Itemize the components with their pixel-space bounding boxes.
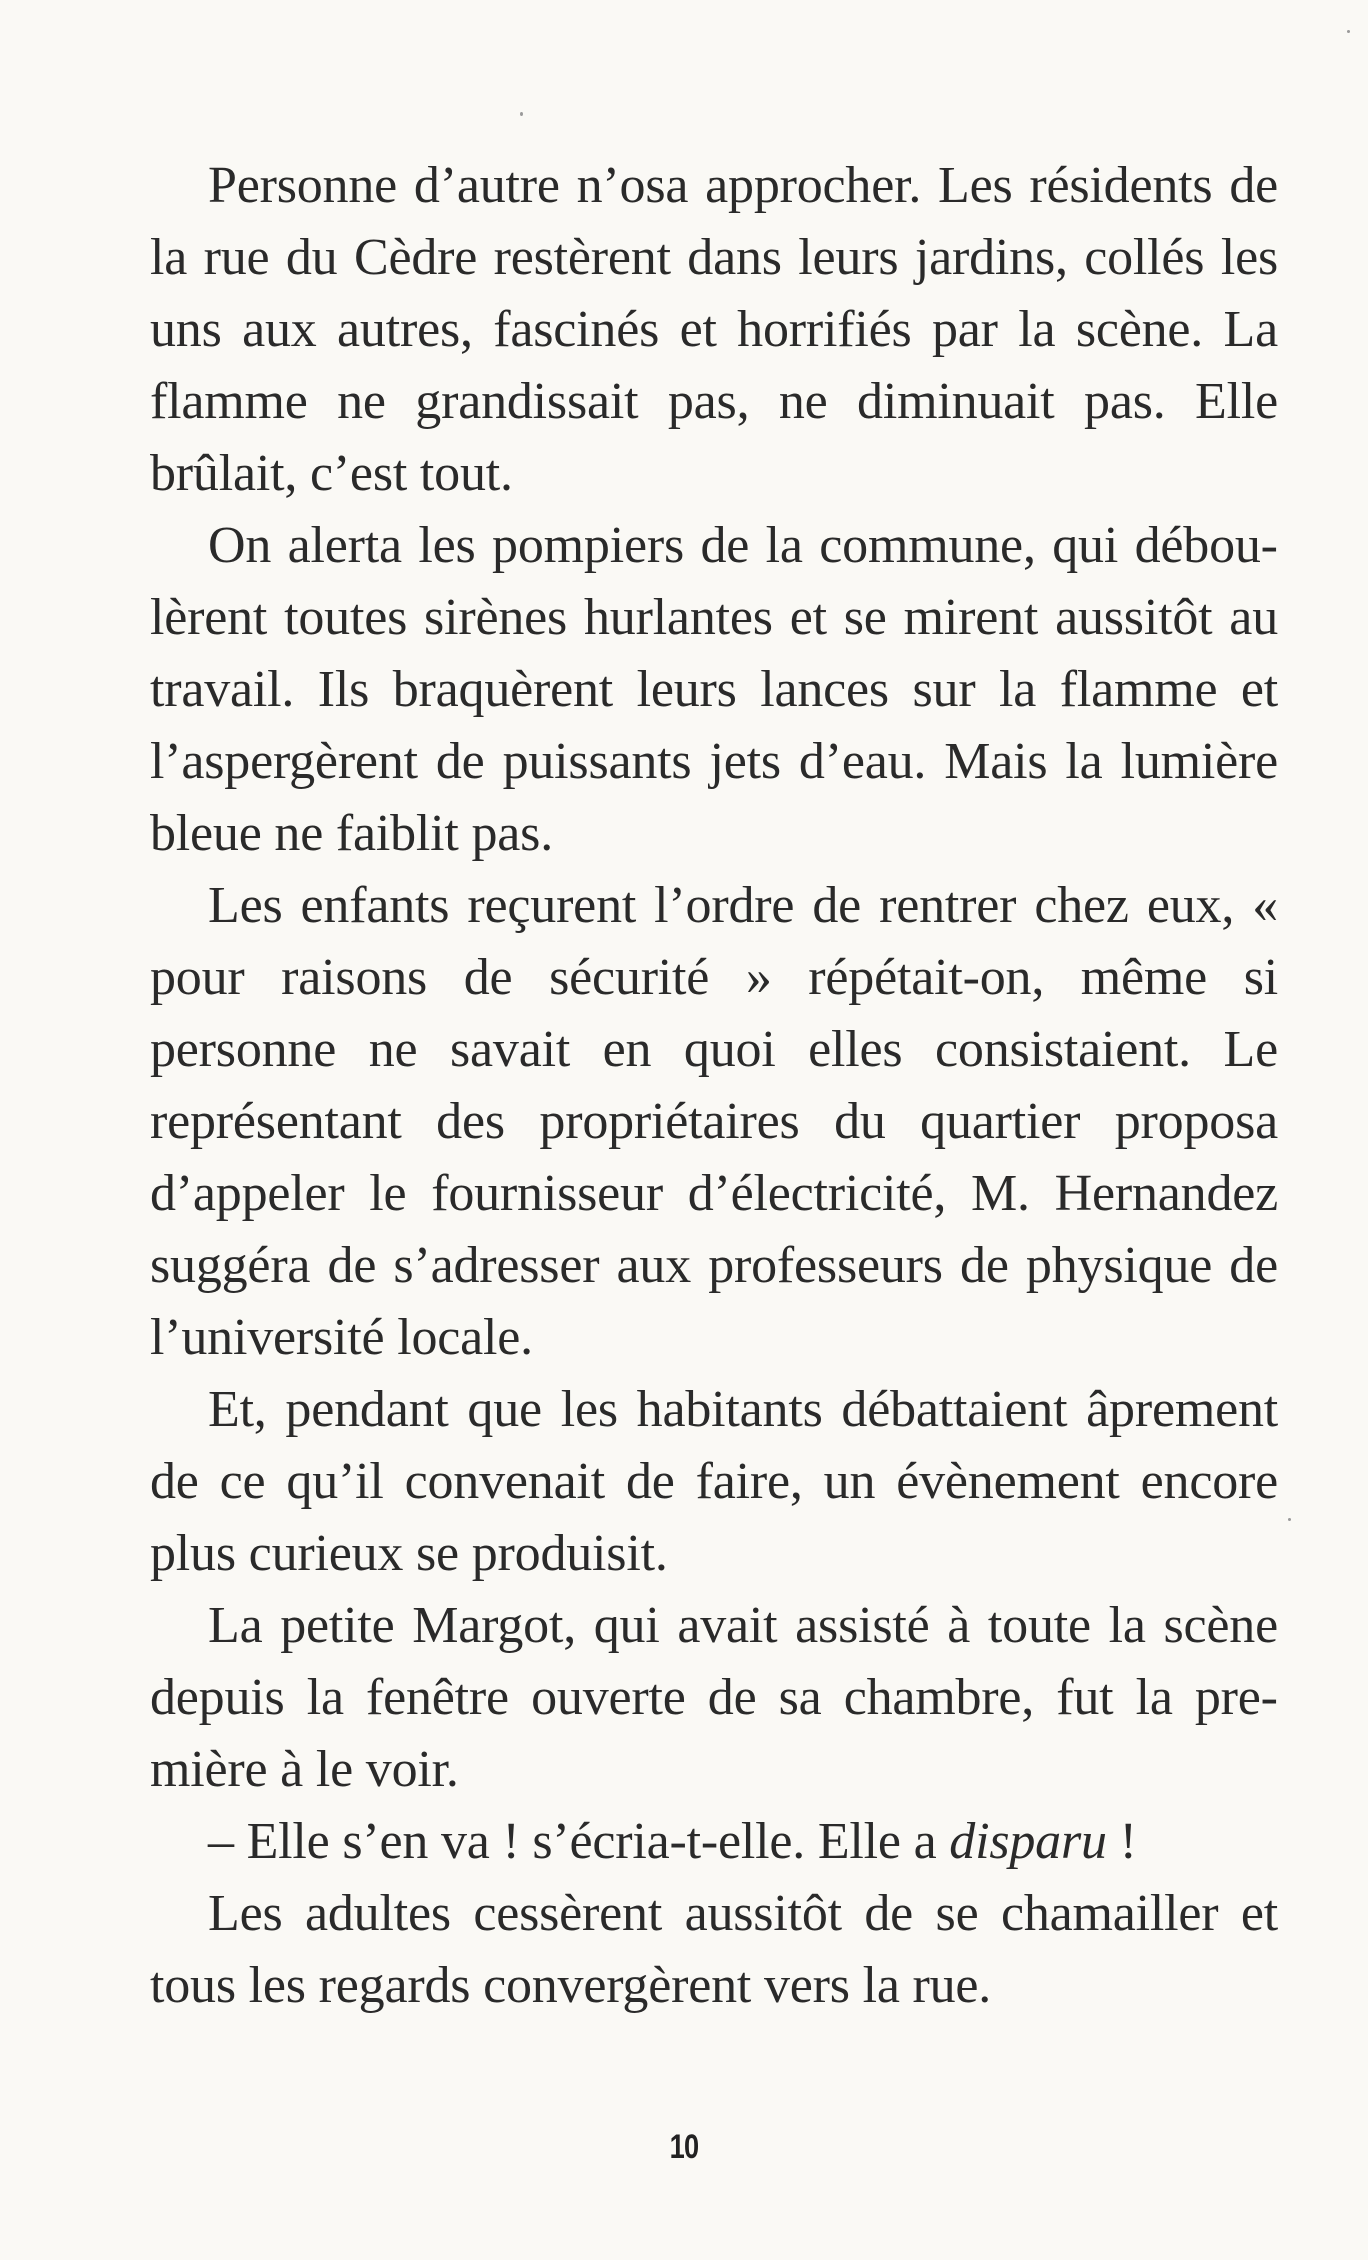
dialogue-text: – Elle s’en va ! s’écria-t-elle. Elle a <box>208 1813 950 1870</box>
paragraph-1: Personne d’autre n’osa approcher. Les résidents de la rue du Cèdre restèrent dans leurs jardins, collés les uns aux autres, fascinés et horrifiés par la scène. La flamme ne grandissait pas, ne diminuait pas. Elle brûlait, c’est tout. <box>150 157 1278 502</box>
dialogue-end: ! <box>1106 1813 1137 1870</box>
paper-speck <box>520 112 523 116</box>
paper-speck <box>1347 30 1350 33</box>
paragraph-5: La petite Margot, qui avait assisté à toute la scène depuis la fenêtre ouverte de sa chambre, fut la première à le voir. <box>150 1597 1278 1798</box>
paragraph-2: On alerta les pompiers de la commune, qui déboulèrent toutes sirènes hurlantes et se mirent aussitôt au travail. Ils braquèrent leurs lances sur la flamme et l’aspergèrent de puissants jets d’eau. Mais la lumière bleue ne faiblit pas. <box>150 517 1278 862</box>
page-number: 10 <box>669 2128 699 2166</box>
dialogue-italic-word: disparu <box>949 1813 1107 1870</box>
paragraph-4: Et, pendant que les habitants débattaient âprement de ce qu’il convenait de faire, un évènement encore plus curieux se produisit. <box>150 1381 1278 1582</box>
paper-speck <box>1288 1518 1291 1521</box>
body-text <box>150 150 1278 2022</box>
paragraph-6-dialogue <box>150 1806 1278 1878</box>
paragraph-3: Les enfants reçurent l’ordre de rentrer chez eux, « pour raisons de sécurité » répétait-on, même si personne ne savait en quoi elles consistaient. Le représentant des propriétaires du quartier proposa d’appeler le fournisseur d’électricité, M. Hernandez suggéra de s’adresser aux professeurs de physique de l’université locale. <box>150 877 1278 1366</box>
paragraph-7: Les adultes cessèrent aussitôt de se chamailler et tous les regards convergèrent vers la rue. <box>150 1885 1278 2014</box>
